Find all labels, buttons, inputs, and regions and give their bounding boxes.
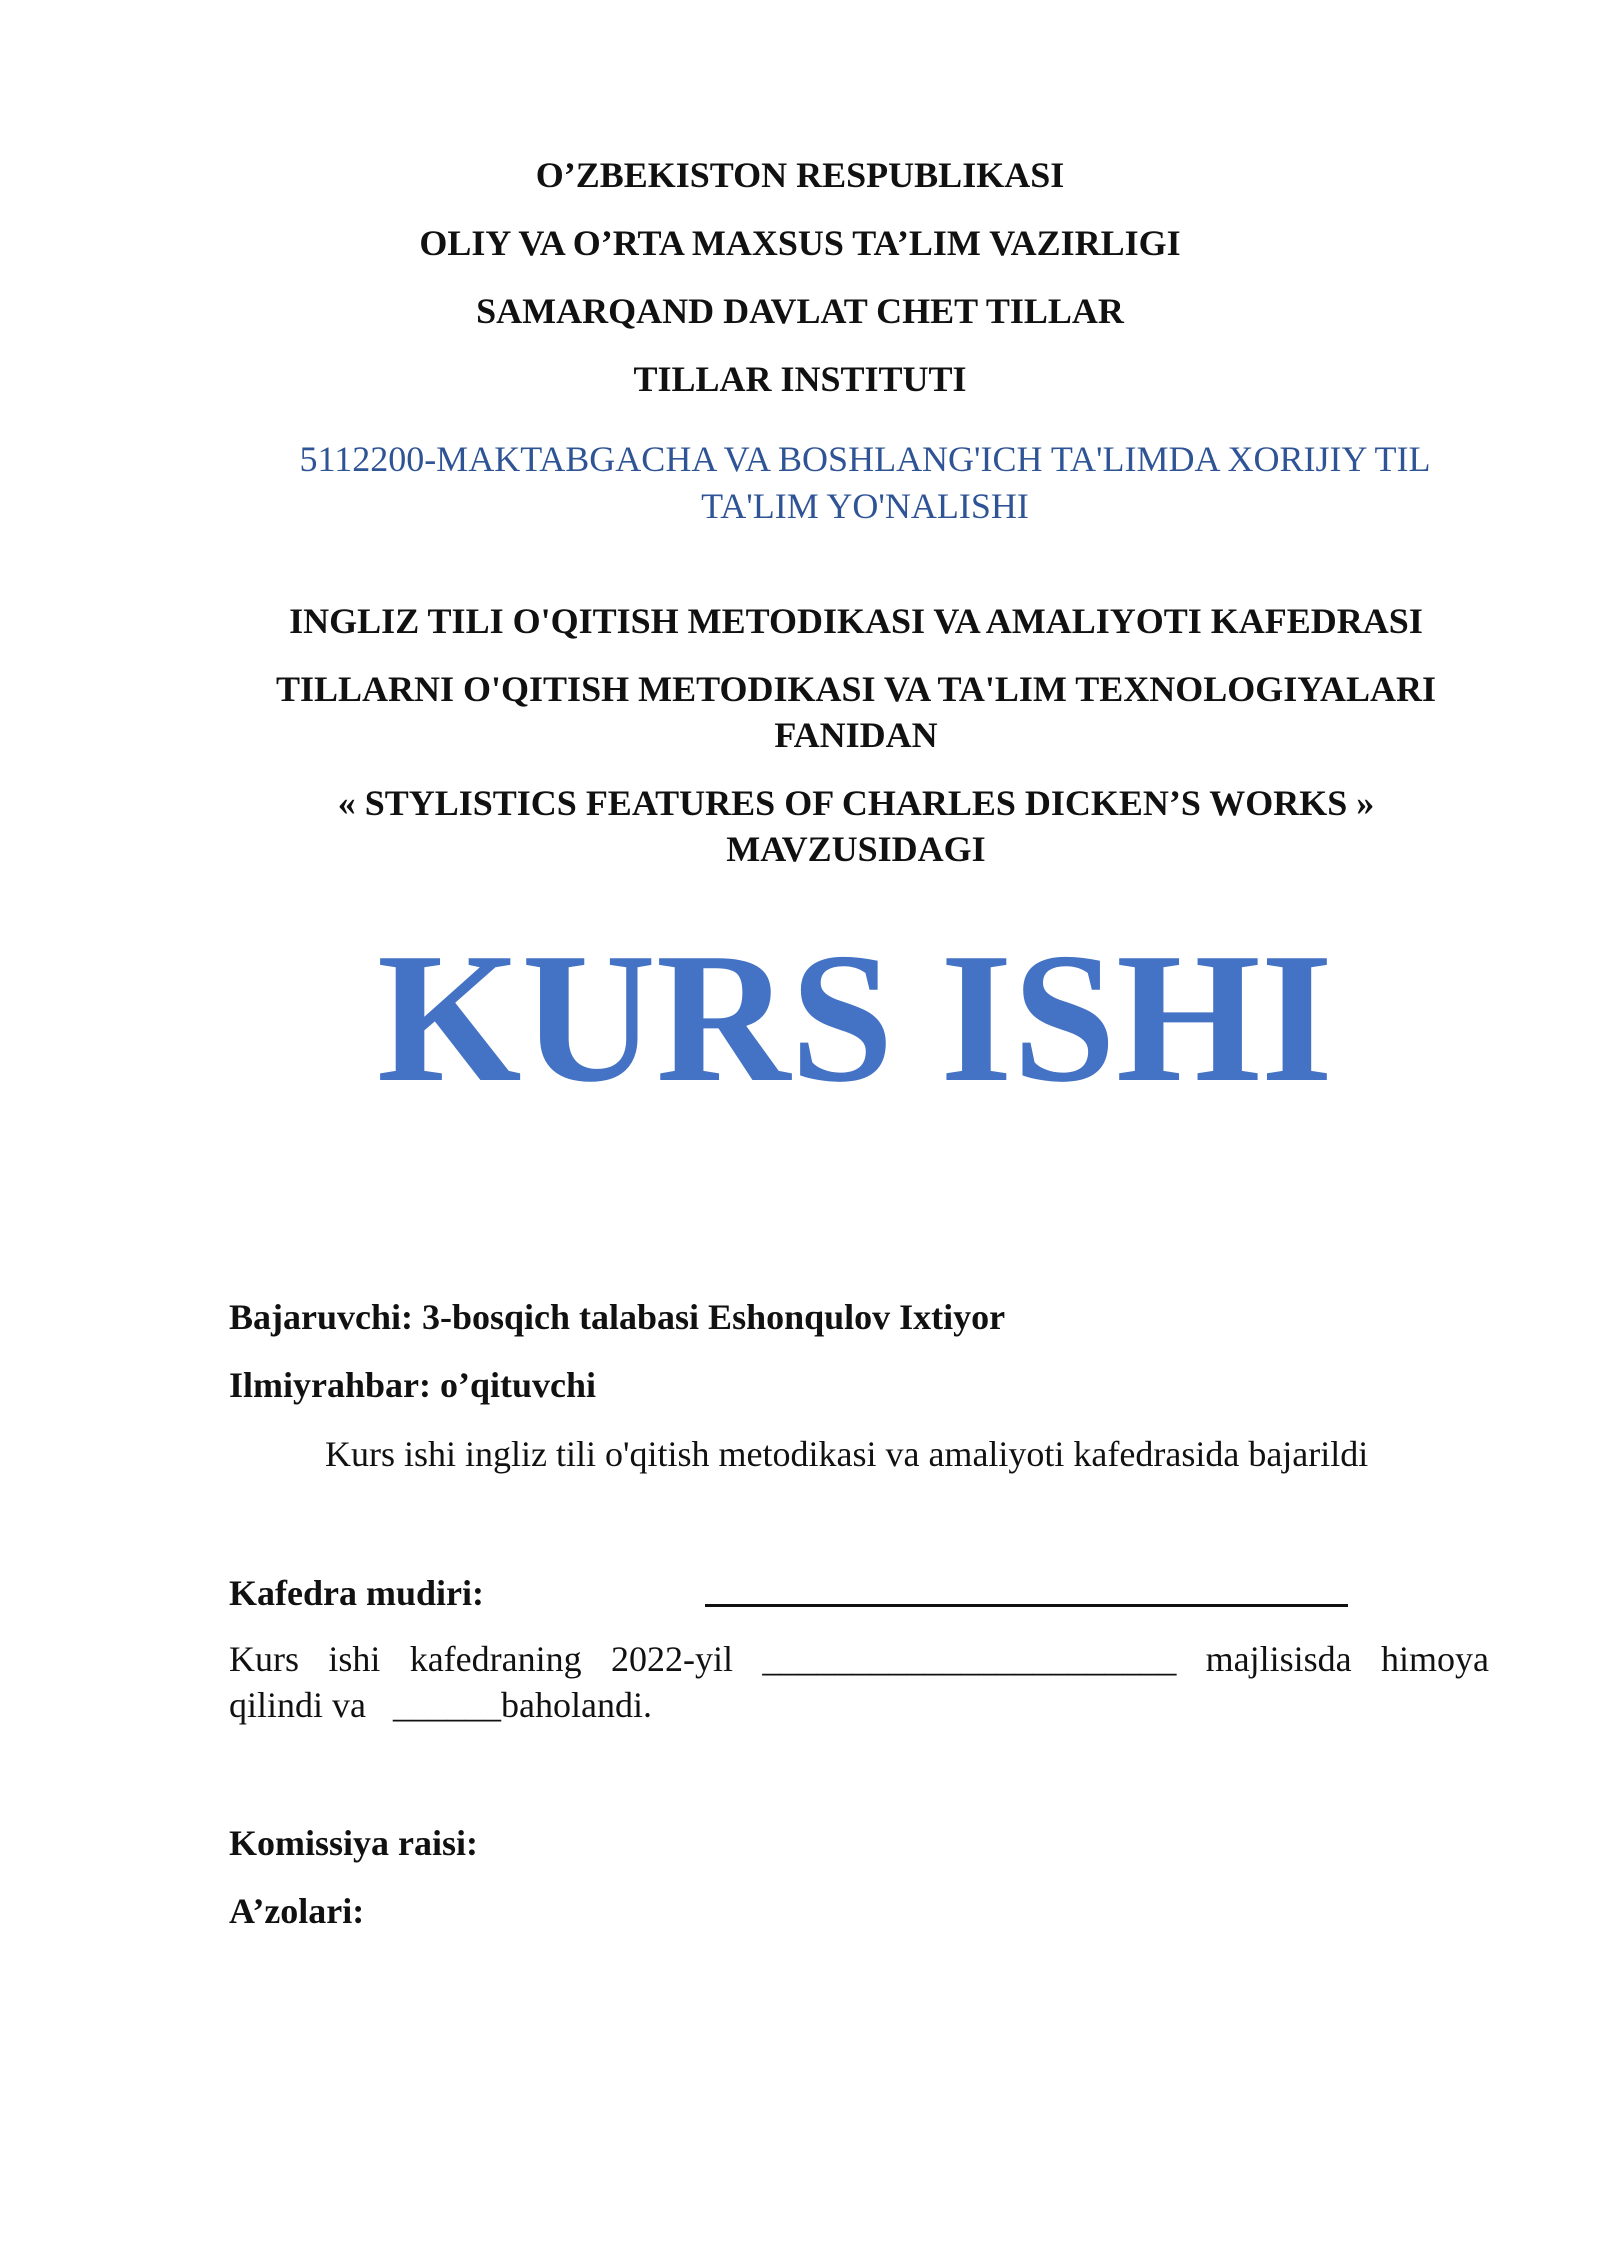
commission-chair-label: Komissiya raisi: (229, 1823, 478, 1863)
document-title: KURS ISHI (376, 915, 1334, 1121)
defense-line-2: qilindi va ______baholandi. (229, 1685, 652, 1725)
head-of-department-label: Kafedra mudiri: (229, 1573, 484, 1613)
defense-word: majlisisda (1205, 1639, 1352, 1679)
executor-line: Bajaruvchi: 3-bosqich talabasi Eshonqulov Ixtiyor (229, 1297, 1006, 1337)
members-label: A’zolari: (229, 1891, 365, 1931)
header-institute: TILLAR INSTITUTI (633, 359, 967, 399)
program-line-1: 5112200-MAKTABGACHA VA BOSHLANG'ICH TA'LIMDA XORIJIY TIL (299, 439, 1431, 479)
defense-word: kafedraning (409, 1639, 582, 1679)
topic-line-2: MAVZUSIDAGI (726, 829, 986, 869)
defense-word: himoya (1381, 1639, 1489, 1679)
header-country: O’ZBEKISTON RESPUBLIKASI (535, 155, 1065, 195)
header-university: SAMARQAND DAVLAT CHET TILLAR (476, 291, 1124, 331)
subject-line-1: TILLARNI O'QITISH METODIKASI VA TA'LIM TEXNOLOGIYALARI (275, 669, 1436, 709)
program-line-2: TA'LIM YO'NALISHI (701, 486, 1029, 526)
defense-word: 2022-yil (610, 1639, 733, 1679)
defense-word: ishi (328, 1639, 381, 1679)
defense-blank: _______________________ (762, 1639, 1177, 1679)
defense-word: Kurs (229, 1639, 299, 1679)
head-signature-line (705, 1604, 1348, 1607)
defense-line-1 (229, 1636, 1489, 1682)
subject-line-2: FANIDAN (774, 715, 938, 755)
topic-line-1: « STYLISTICS FEATURES OF CHARLES DICKEN’S WORKS » (337, 783, 1375, 823)
completed-note: Kurs ishi ingliz tili o'qitish metodikasi va amaliyoti kafedrasida bajarildi (325, 1434, 1369, 1474)
header-ministry: OLIY VA O’RTA MAXSUS TA’LIM VAZIRLIGI (419, 223, 1181, 263)
supervisor-line: Ilmiyrahbar: o’qituvchi (229, 1365, 597, 1405)
department-name: INGLIZ TILI O'QITISH METODIKASI VA AMALIYOTI KAFEDRASI (289, 601, 1423, 641)
program-title (200, 436, 1530, 530)
